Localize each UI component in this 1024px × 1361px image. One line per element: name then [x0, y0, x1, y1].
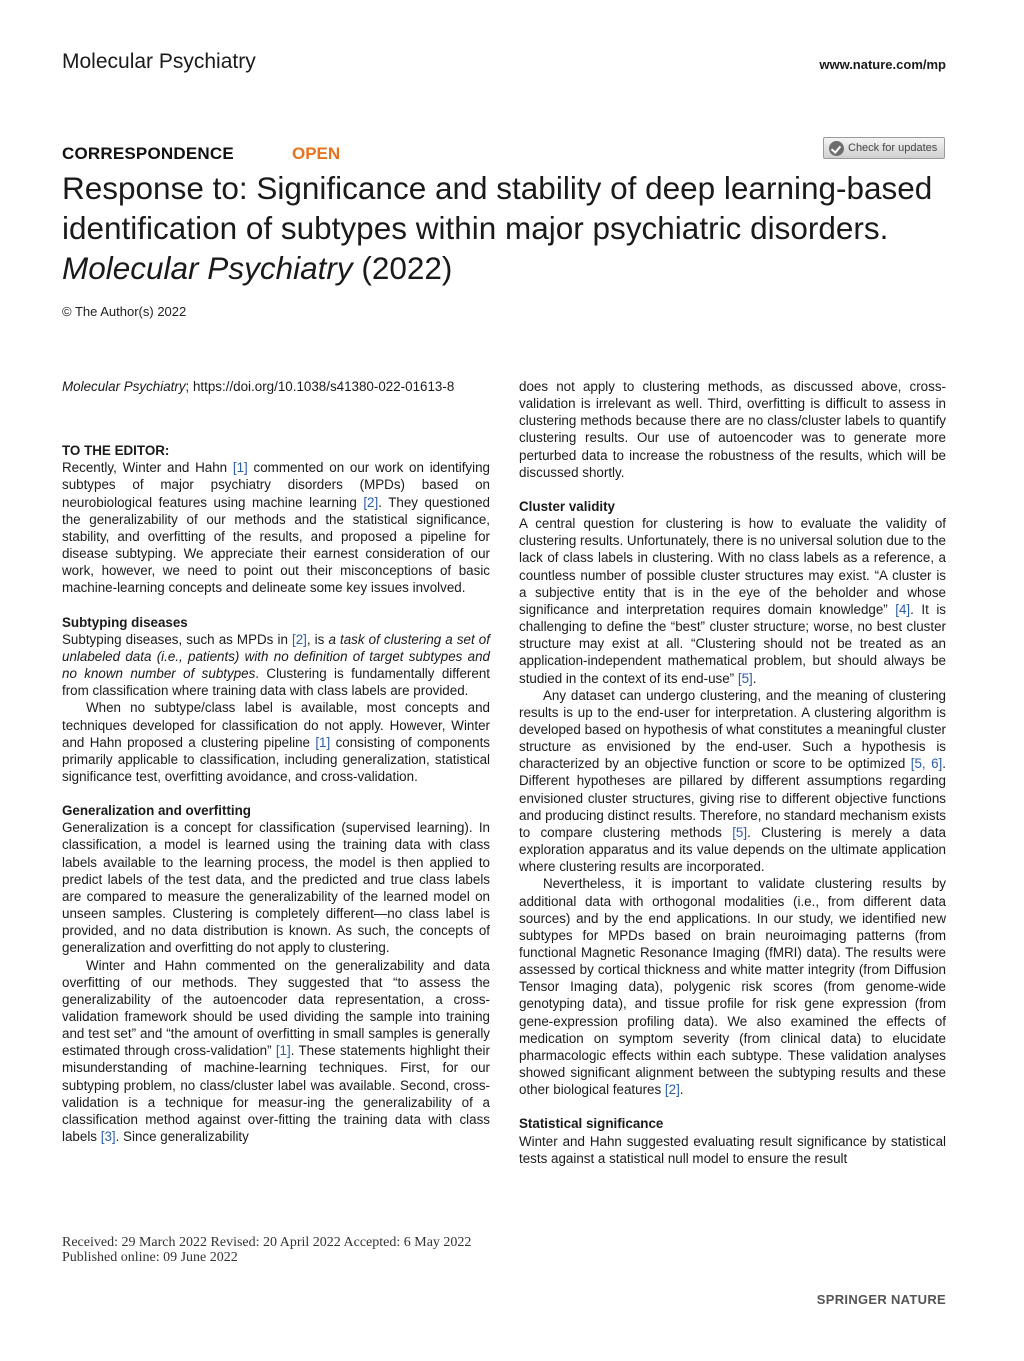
paragraph: Generalization is a concept for classification (supervised learning). In classification, a model is learned using the training data with class labels available to the learning process, the model is then applied to predict labels of the test data, and the predicted and true class labels are compared to measure the generalizability of the learned model on unseen samples. Clustering is completely different—no class label is provided, and no data distribution is known. As such, the concepts of generalization and overfitting do not apply to clustering.: [62, 820, 490, 956]
title-journal: Molecular Psychiatry: [62, 250, 353, 286]
copyright: © The Author(s) 2022: [62, 304, 187, 319]
citation-link[interactable]: [4]: [895, 601, 911, 617]
journal-url[interactable]: www.nature.com/mp: [819, 57, 946, 72]
paragraph: Recently, Winter and Hahn [1] commented on our work on identifying subtypes of major psychiatry disorders (MPDs) based on neurobiological features using machine learning [2]. They questioned the generalizability of our methods and the statistical significance, stability, and overfitting of the results, and proposed a pipeline for disease subtyping. We appreciate their earnest consideration of our work, however, we need to point out their misconceptions of basic machine-learning concepts and delineate some key issues involved.: [62, 460, 490, 596]
article-title: [62, 168, 962, 288]
paragraph: When no subtype/class label is available, most concepts and techniques developed for classification do not apply. However, Winter and Hahn proposed a clustering pipeline [1] consisting of components primarily applicable to classification, including generalization, statistical significance test, overfitting avoidance, and cross-validation.: [62, 700, 490, 784]
dates-line-2: Published online: 09 June 2022: [62, 1250, 238, 1265]
left-column: [62, 378, 490, 1145]
title-line-2: identification of subtypes within major psychiatric disorders.: [62, 210, 889, 246]
citation-link[interactable]: [2]: [291, 631, 307, 647]
section-heading-generalization: Generalization and overfitting: [62, 803, 251, 819]
citation-link[interactable]: [5]: [737, 670, 753, 686]
paragraph: does not apply to clustering methods, as discussed above, cross-validation is irrelevant as well. Third, overfitting is difficult to assess in clustering methods because there are no class/cluster labels to quantify clustering results. Our use of autoencoder was to generate more perturbed data to increase the robustness of the results, which will be discussed shortly.: [519, 379, 946, 480]
citation-link[interactable]: [1]: [232, 460, 248, 476]
paragraph: A central question for clustering is how to evaluate the validity of clustering results. Unfortunately, there is no universal solution due to the lack of class labels in clustering. With no class labels as a reference, a countless number of possible cluster structures may exist. “A cluster is a subjective entity that is in the eye of the beholder and whose significance and interpretation requires domain knowledge” [4]. It is challenging to define the “best” cluster structure; worse, no best cluster structure may exist at all. “Clustering should not be treated as an application-independent mathematical problem, but should always be studied in the context of its end-use” [5].: [519, 516, 946, 686]
journal-name: Molecular Psychiatry: [62, 50, 256, 73]
paragraph: Nevertheless, it is important to validate clustering results by additional data with orthogonal modalities (i.e., from different data sources) and by the end applications. In our study, we identified new subtypes for MPDs based on brain neuroimaging patterns (from functional Magnetic Resonance Imaging (fMRI) data). The results were assessed by cortical thickness and white matter integrity (from Diffusion Tensor Imaging data), polygenic risk scores (from genome-wide genotyping data), and tissue profile for risk gene expression (from gene-expression profiling data). We also examined the effects of medication on symptom severity (from clinical data) to elucidate pharmacologic effects within each subtype. These validation analyses showed significant alignment between the subtyping results and these other biological features [2].: [519, 876, 946, 1098]
doi-journal: Molecular Psychiatry: [62, 379, 186, 394]
check-for-updates-button[interactable]: [823, 137, 945, 159]
publication-dates: [62, 1235, 471, 1265]
paragraph: Winter and Hahn suggested evaluating result significance by statistical tests against a statistical null model to ensure the result: [519, 1133, 946, 1166]
to-editor-heading: TO THE EDITOR:: [62, 443, 170, 459]
doi-line: [62, 378, 490, 395]
paragraph: Any dataset can undergo clustering, and the meaning of clustering results is up to the end-user for interpretation. A clustering algorithm is developed based on hypothesis of what constitutes a meaningful cluster structure as envisioned by the end-user. Such a hypothesis is characterized by an objective function or score to be optimized [5, 6]. Different hypotheses are pillared by different assumptions regarding envisioned cluster structures, giving rise to different objective functions and producing distinct results. Therefore, no standard mechanism exists to compare clustering methods [5]. Clustering is merely a data exploration apparatus and its value depends on the ultimate application where clustering results are incorporated.: [519, 687, 946, 875]
paragraph: Subtyping diseases, such as MPDs in [2], is a task of clustering a set of unlabeled data (i.e., patients) with no definition of target subtypes and no known number of subtypes. Clustering is fundamentally different from classification where training data with class labels are provided.: [62, 631, 490, 699]
citation-link[interactable]: [1]: [315, 734, 331, 750]
dates-line-1: Received: 29 March 2022 Revised: 20 April 2022 Accepted: 6 May 2022: [62, 1235, 472, 1250]
article-type: CORRESPONDENCE: [62, 144, 234, 163]
section-heading-validity: Cluster validity: [519, 498, 615, 514]
title-line-1: Response to: Significance and stability of deep learning-based: [62, 170, 933, 206]
citation-link[interactable]: [5, 6]: [910, 756, 943, 772]
check-updates-icon: [829, 141, 844, 156]
citation-link[interactable]: [1]: [275, 1043, 291, 1059]
publisher-logo: SPRINGER NATURE: [816, 1292, 946, 1307]
open-access-badge: OPEN: [292, 144, 341, 163]
section-heading-subtyping: Subtyping diseases: [62, 614, 188, 630]
paragraph: Winter and Hahn commented on the generalizability and data overfitting of our methods. They suggested that “to assess the generalizability of the autoencoder data representation, a cross-validation framework should be used dividing the sample into training and test set” and “the amount of overfitting in small samples is generally estimated through cross-validation” [1]. These statements highlight their misunderstanding of machine-learning techniques. First, for our subtyping problem, no class/cluster label was available. Second, cross-validation is a technique for measur-ing the generalizability of a classification method against over-fitting the training data with class labels [3]. Since generalizability: [62, 957, 490, 1145]
citation-link[interactable]: [2]: [363, 494, 379, 510]
check-updates-label: Check for updates: [848, 142, 938, 154]
right-column: [519, 378, 946, 1167]
section-heading-statistical: Statistical significance: [519, 1116, 664, 1132]
citation-link[interactable]: [2]: [664, 1082, 680, 1098]
citation-link[interactable]: [5]: [732, 824, 748, 840]
title-year: (2022): [352, 250, 453, 286]
doi-link[interactable]: ; https://doi.org/10.1038/s41380-022-01613-8: [185, 379, 455, 394]
citation-link[interactable]: [3]: [100, 1129, 116, 1145]
